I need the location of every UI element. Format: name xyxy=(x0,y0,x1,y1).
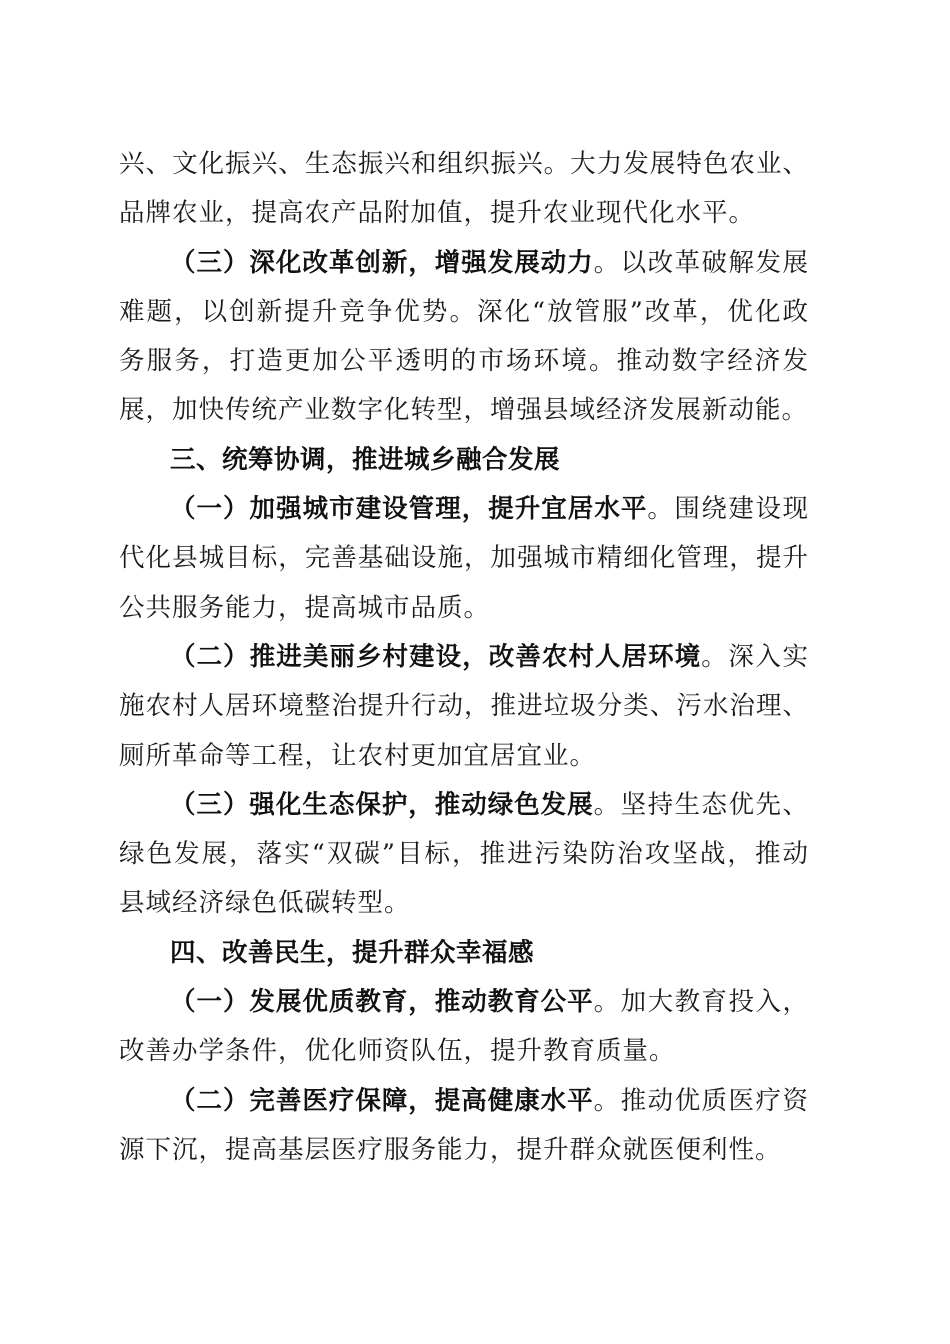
document-body xyxy=(119,140,809,1175)
paragraph-text: 。以改革破解发展难题，以创新提升竞争优势。深化“放管服”改革，优化政务服务，打造更加公平透明的市场环境。推动数字经济发展，加快传统产业数字化转型，增强县域经济发展新动能。 xyxy=(119,247,809,426)
paragraph-education xyxy=(119,978,809,1077)
paragraph-healthcare xyxy=(119,1077,809,1176)
paragraph-text: 。推动优质医疗资源下沉，提高基层医疗服务能力，提升群众就医便利性。 xyxy=(119,1085,809,1165)
paragraph-text: 。加大教育投入，改善办学条件，优化师资队伍，提升教育质量。 xyxy=(119,987,809,1067)
paragraph-reform-innovation xyxy=(119,239,809,436)
section-heading-4: 四、改善民生，提升群众幸福感 xyxy=(170,937,535,968)
paragraph-text: 。深入实施农村人居环境整治提升行动，推进垃圾分类、污水治理、厕所革命等工程，让农村更加宜居宜业。 xyxy=(119,641,809,771)
paragraph-continuation xyxy=(119,140,809,239)
paragraph-ecological-protection xyxy=(119,781,809,929)
paragraph-lead: （一）发展优质教育，推动教育公平 xyxy=(170,987,594,1018)
paragraph-text: 。围绕建设现代化县城目标，完善基础设施，加强城市精细化管理，提升公共服务能力，提高城市品质。 xyxy=(119,494,809,623)
section-heading-3: 三、统筹协调，推进城乡融合发展 xyxy=(170,444,561,475)
paragraph-lead: （三）强化生态保护，推动绿色发展 xyxy=(170,789,594,820)
paragraph-urban-construction xyxy=(119,485,809,633)
paragraph-lead: （三）深化改革创新，增强发展动力 xyxy=(170,247,594,278)
paragraph-lead: （二）推进美丽乡村建设，改善农村人居环境 xyxy=(170,641,702,672)
paragraph-rural-construction xyxy=(119,633,809,781)
paragraph-lead: （二）完善医疗保障，提高健康水平 xyxy=(170,1085,594,1116)
paragraph-text: 。坚持生态优先、绿色发展，落实“双碳”目标，推进污染防治攻坚战，推动县域经济绿色低碳转型。 xyxy=(119,789,809,919)
paragraph-lead: （一）加强城市建设管理，提升宜居水平 xyxy=(170,494,648,525)
paragraph-text: 兴、文化振兴、生态振兴和组织振兴。大力发展特色农业、品牌农业，提高农产品附加值，提升农业现代化水平。 xyxy=(119,149,809,229)
